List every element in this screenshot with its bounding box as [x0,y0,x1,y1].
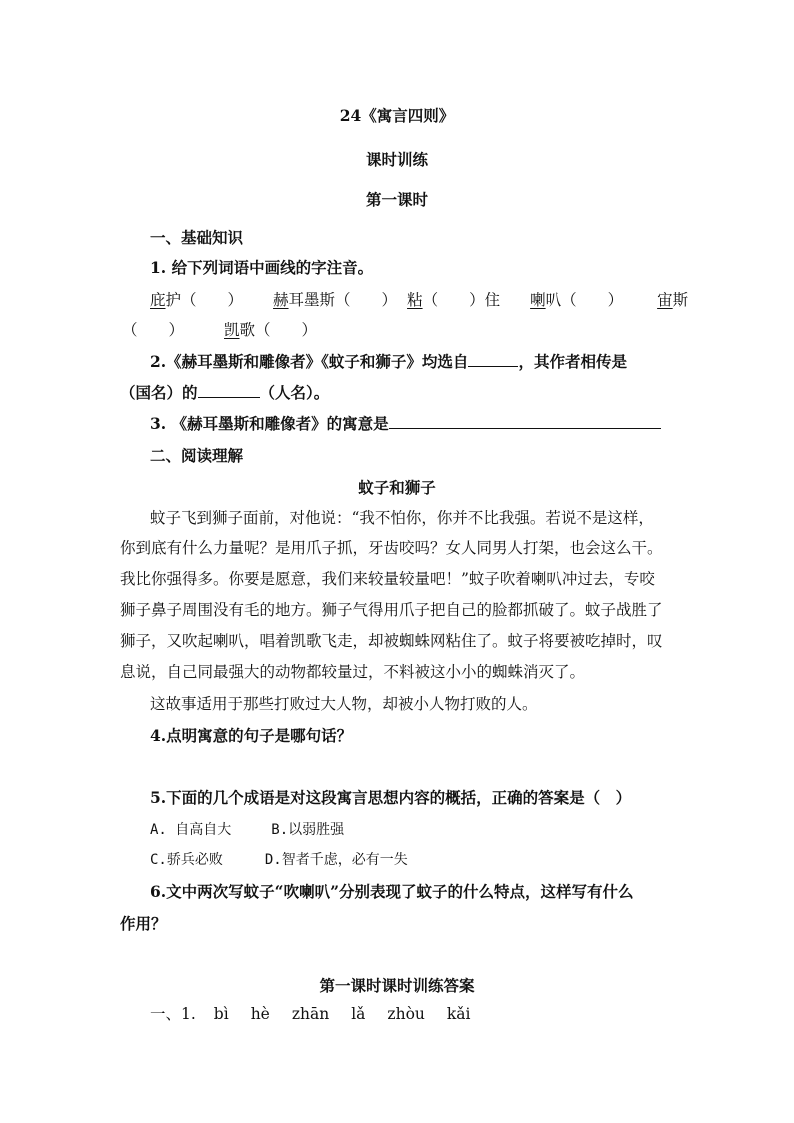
answer-blank-author[interactable] [198,383,260,398]
page-subtitle: 课时训练 [365,150,428,169]
option-c[interactable]: C.骄兵必败 [150,852,223,868]
question-2-line1: 2.《赫耳墨斯和雕像者》《蚊子和狮子》均选自 ，其作者相传是 [150,352,627,371]
pinyin-answer: kǎi [446,1005,471,1023]
word-kaige: 凯歌（ ） [224,321,318,339]
pinyin-answer: lǎ [351,1005,366,1023]
question-2-line2: （国名）的 （人名）。 [120,383,330,402]
pinyin-answer: hè [250,1005,270,1023]
question-5-options-row1 [150,820,344,840]
word-zhanzhu: 粘（ ）住 [407,291,501,309]
answer-blank-moral[interactable] [389,414,661,429]
section-heading-basics: 一、基础知识 [150,228,244,247]
story-paragraph-line: 狮子，又吹起喇叭，唱着凯歌飞走，却被蜘蛛网粘住了。蚊子将要被吃掉时，叹 [120,632,663,650]
answer-blank-book[interactable] [468,352,518,367]
story-paragraph-line: 我比你强得多。你要是愿意，我们来较量较量吧！”蚊子吹着喇叭冲过去，专咬 [120,570,655,588]
question-6-line2: 作用？ [120,914,167,933]
question-5-options-row2 [150,850,408,870]
pinyin-answer: zhān [291,1005,330,1023]
story-title: 蚊子和狮子 [358,478,436,497]
page-title: 24《寓言四则》 [339,106,455,125]
option-a[interactable]: A. 自高自大 [150,822,232,838]
question-1-prompt: 1. 给下列词语中画线的字注音。 [150,258,374,277]
story-paragraph-line: 蚊子飞到狮子面前，对他说：“我不怕你，你并不比我强。若说不是这样， [150,509,654,527]
word-zeus: 宙斯 [657,291,689,309]
option-d[interactable]: D.智者千虑，必有一失 [264,852,408,868]
answers-heading: 第一课时课时训练答案 [319,976,475,995]
story-moral: 这故事适用于那些打败过大人物，却被小人物打败的人。 [150,695,538,713]
question-6-line1: 6.文中两次写蚊子“吹喇叭”分别表现了蚊子的什么特点，这样写有什么 [150,882,634,901]
word-bihu: 庇护（ ） [150,291,244,309]
story-paragraph-line: 你到底有什么力量呢？是用爪子抓，牙齿咬吗？女人同男人打架，也会这么干。 [120,539,663,557]
word-zeus-blank: （ ） [122,321,185,339]
question-1-words-line1 [150,290,688,310]
section-heading-reading: 二、阅读理解 [150,446,244,465]
pinyin-answer: zhòu [387,1005,425,1023]
question-1-words-line2 [122,320,317,340]
pinyin-answer: bì [213,1005,229,1023]
question-5-prompt: 5.下面的几个成语是对这段寓言思想内容的概括，正确的答案是（ ） [150,788,632,807]
story-paragraph-line: 息说，自己同最强大的动物都较量过，不料被这小小的蜘蛛消灭了。 [120,663,586,681]
option-b[interactable]: B.以弱胜强 [271,822,345,838]
lesson-label: 第一课时 [365,190,428,209]
question-3: 3. 《赫耳墨斯和雕像者》的寓意是 [150,414,661,434]
story-paragraph-line: 狮子鼻子周围没有毛的地方。狮子气得用爪子把自己的脸都抓破了。蚊子战胜了 [120,601,663,619]
word-hermes: 赫耳墨斯（ ） [273,291,398,309]
answers-line-1: 一、1. bì hè zhān lǎ zhòu kǎi [150,1005,471,1023]
word-laba: 喇叭（ ） [530,291,624,309]
question-4: 4.点明寓意的句子是哪句话？ [150,726,353,745]
